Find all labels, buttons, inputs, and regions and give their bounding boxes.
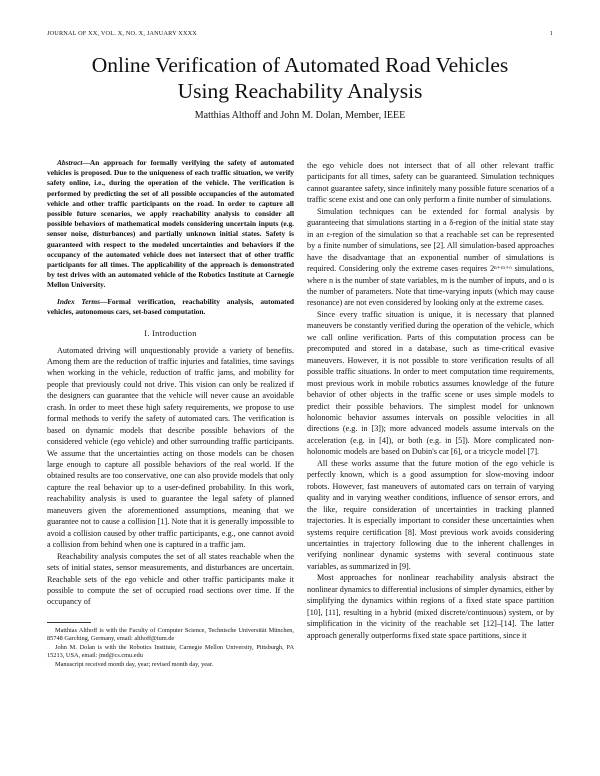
footnote-affiliation-althoff: Matthias Althoff is with the Faculty of Computer Science, Technische Universität München, 85748 Garching, Germany, email: althoff@tum.de [47, 626, 294, 643]
running-header [47, 30, 553, 40]
index-terms-label: Index Terms [57, 296, 101, 306]
right-column [307, 160, 554, 641]
footnote-manuscript: Manuscript received month day, year; revised month day, year. [55, 660, 214, 668]
footnote-affiliation-dolan: John M. Dolan is with the Robotics Institute, Carnegie Mellon University, Pittsburgh, PA 15213, USA, email: jmd@cs.cmu.edu [47, 643, 294, 660]
paragraph-nonlinear-reachability: Most approaches for nonlinear reachability analysis abstract the nonlinear dynamics to differential inclusions of simpler dynamics, either by simplifying the dynamics within regions of a fixed state space partition [10], [11], resulting in a hybrid (mixed discrete/continuous) system, or by simplification in the vicinity of the reachable set [12]–[14]. The latter approach generally outperforms fixed state space partitions, since it [307, 573, 554, 640]
intro-paragraph-1: Automated driving will unquestionably provide a variety of benefits. Among them are the reduction of traffic injuries and fatalities, time savings when working in the vehicle, reduction of traffic jams, and mobility for people that previously could not drive. This vision can only be realized if the designers can guarantee that the vehicle will never cause an avoidable crash. In order to meet these high safety requirements, we propose to use formal methods to verify the safety of automated cars. The verification is based on dynamic models that describe possible behaviors of the considered vehicle (ego vehicle) and other surrounding traffic participants. We assume that the uncertainties acting on those models can be chosen large enough to capture all possible behaviors of the real world. If the obtained results are too conservative, one can also provide models that only capture the real behavior up to a user-defined probability. In this work, reachability analysis is used to guarantee the legal safety of planned maneuvers given the aforementioned assumptions, meaning that we guarantee not to cause a collision [1]. Note that it is generally impossible to avoid a collision caused by other traffic participants, e.g., one cannot avoid a collision from behind when one is captured in a traffic jam. [47, 345, 294, 550]
author-line: Matthias Althoff and John M. Dolan, Member, IEEE [194, 110, 406, 121]
section-heading-introduction: I. Introduction [144, 329, 197, 339]
paragraph-ego-motion: All these works assume that the future motion of the ego vehicle is perfectly known, which is a good assumption for slow-moving indoor robots. However, fast maneuvers of automated cars on terrain of varying quality and in varying weather conditions, influence of sensor errors, and the like, require consideration of uncertainties in tracking planned trajectories. It is especially important to consider these uncertainties when systems require certification [8]. Most previous work avoids considering uncertainties in trajectory following due to the inherent challenges in verifying nonlinear dynamic systems with several continuous state variables, as summarized in [9]. [307, 458, 554, 571]
title-line-1: Online Verification of Automated Road Vehicles [91, 53, 509, 77]
intro-paragraph-2: Reachability analysis computes the set of all states reachable when the sets of initial states, sensor measurements, and disturbances are uncertain. Reachable sets of the ego vehicle and other traffic participants make it possible to compute the set of occupied road sections over time. If the occupancy of [47, 551, 294, 607]
title-line-2: Using Reachability Analysis [177, 79, 423, 103]
footnotes [47, 627, 294, 669]
index-terms [47, 297, 294, 317]
abstract [47, 158, 294, 291]
paper-title [40, 52, 560, 104]
footnote-divider [47, 622, 91, 623]
journal-header: JOURNAL OF XX, VOL. X, NO. X, JANUARY XXXX [47, 30, 197, 37]
paragraph-continuation: the ego vehicle does not intersect that of all other relevant traffic participants for all times, safety can be guaranteed. Simulation techniques cannot guarantee safety, since infinitely many possible future scenarios of a traffic scene exist and one can only perform a finite number of simulations. [307, 161, 554, 205]
left-column [47, 158, 294, 669]
paragraph-online-verification: Since every traffic situation is unique, it is necessary that planned maneuvers be constantly verified during the operation of the vehicle, which we call online verification. Parts of this computation process can be precomputed and stored in a database, such as time-critical evasive maneuvers. However, it is not possible to store verification results of all possible traffic situations. In order to meet computation time requirements, most previous work in mobile robotics assumes knowledge of the future behavior of other objects in the traffic scene or uses simple models to predict their possible behaviors. The simplest model for unknown holonomic behavior assumes intervals on possible velocities in all directions (e.g. in [3]); more advanced models assume intervals on the acceleration (e.g. in [4]), or both (e.g. in [5]). More complicated non-holonomic models are based on Dubin's car [6], or a tricycle model [7]. [307, 309, 554, 457]
page-number: 1 [549, 30, 553, 37]
abstract-label: Abstract [57, 158, 83, 167]
abstract-text: —An approach for formally verifying the safety of automated vehicles is proposed. Due to the uniqueness of each traffic situation, we verify safety online, i.e., during the operation of the vehicle. The verification is performed by predicting the set of all possible occupancies of the automated vehicle and other traffic participants on the road. In order to capture all possible future scenarios, we apply reachability analysis to consider all possible behaviors of mathematical models considering uncertain inputs (e.g. sensor noise, disturbances) and partially unknown initial states. Safety is guaranteed with respect to the modeled uncertainties and behaviors if the occupancy of the automated vehicle does not intersect that of other traffic participants for all times. The applicability of the approach is demonstrated by test drives with an automated vehicle of the Robotics Institute at Carnegie Mellon University. [47, 158, 294, 290]
paragraph-simulation: Simulation techniques can be extended for formal analysis by guaranteeing that simulations starting in a δ-region of the initial state stay in an ε-region of the simulation so that a reachable set can be represented by a finite number of simulations, see [2]. All simulation-based approaches have the disadvantage that an exponential number of simulations is required. Considering only the extreme cases requires 2ⁿ⁺ᵐ⁺ᵒ simulations, where n is the number of state variables, m is the number of inputs, and o is the number of parameters. Note that time-varying inputs (which may cause resonance) are not even considered by looking only at the extreme cases. [307, 206, 554, 308]
index-terms-text: —Formal verification, reachability analysis, automated vehicles, autonomous cars, set-based computation. [47, 296, 294, 316]
